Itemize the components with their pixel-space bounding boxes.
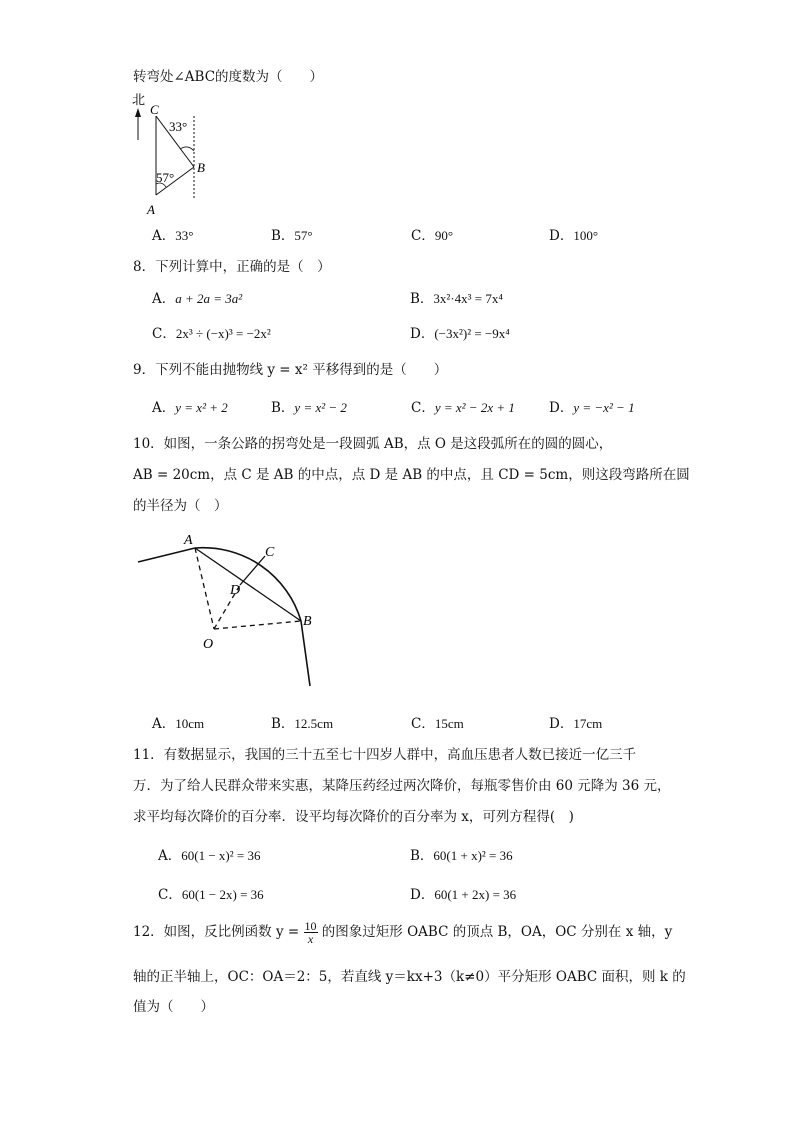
- q10-figure: [130, 528, 330, 693]
- q7-option-b: B．57°: [271, 228, 313, 244]
- q11-option-a: A．60(1 − x)² = 36: [158, 848, 261, 864]
- q9-option-b: B．y = x² − 2: [271, 400, 347, 416]
- angle-57-label: 57°: [156, 170, 175, 185]
- point-b-label: B: [197, 160, 205, 175]
- q10-line2: AB = 20cm，点 C 是 AB 的中点，点 D 是 AB 的中点，且 CD = 5cm，则这段弯路所在圆: [133, 467, 690, 483]
- q8-option-d: D．(−3x²)² = −9x⁴: [410, 326, 510, 342]
- north-label: 北: [132, 92, 146, 107]
- point-c-label: C: [265, 545, 275, 560]
- q11-option-d: D．60(1 + 2x) = 36: [410, 887, 517, 903]
- q9-stem: 9．下列不能由抛物线 y = x² 平移得到的是（ ）: [133, 362, 448, 378]
- q10-option-b: B．12.5cm: [271, 716, 334, 732]
- point-o-label: O: [203, 637, 214, 652]
- point-b-label: B: [303, 614, 312, 629]
- q12-line3: 值为（ ）: [133, 999, 214, 1015]
- q8-option-a: A．a + 2a = 3a²: [152, 291, 243, 307]
- q11-line3: 求平均每次降价的百分率．设平均每次降价的百分率为 x，可列方程得( ): [133, 809, 574, 825]
- q7-stem: 转弯处∠ABC的度数为（ ）: [133, 69, 324, 85]
- q7-option-d: D．100°: [549, 228, 599, 244]
- q7-option-a: A．33°: [152, 228, 194, 244]
- q11-line1: 11．有数据显示，我国的三十五至七十四岁人群中，高血压患者人数已接近一亿三千: [133, 747, 637, 763]
- q12-line1: 12．如图，反比例函数 y = $\frac{10}{x}$ 的图象过矩形 OABC 的顶点 B，OA，OC 分别在 x 轴，y: [133, 919, 673, 946]
- q11-option-b: B．60(1 + x)² = 36: [410, 848, 513, 864]
- q10-line3: 的半径为（ ）: [133, 498, 228, 514]
- q11-option-c: C．60(1 − 2x) = 36: [158, 887, 264, 903]
- fraction-10-over-x: $\frac{10}{x}$: [304, 919, 317, 946]
- angle-33-label: 33°: [169, 119, 188, 134]
- q12-line2: 轴的正半轴上，OC：OA＝2：5，若直线 y＝kx+3（k≠0）平分矩形 OABC 面积，则 k 的: [133, 969, 686, 985]
- point-a-label: A: [147, 202, 155, 217]
- q10-option-d: D．17cm: [549, 716, 603, 732]
- q10-option-a: A．10cm: [152, 716, 205, 732]
- q8-option-b: B．3x²·4x³ = 7x⁴: [410, 291, 503, 307]
- point-a-label: A: [184, 533, 193, 548]
- q9-option-d: D．y = −x² − 1: [549, 400, 635, 416]
- q8-stem: 8．下列计算中，正确的是（ ）: [133, 259, 331, 275]
- q9-option-a: A．y = x² + 2: [152, 400, 228, 416]
- q8-option-c: C．2x³ ÷ (−x)³ = −2x²: [152, 326, 271, 342]
- q10-line1: 10．如图，一条公路的拐弯处是一段圆弧 AB，点 O 是这段弧所在的圆的圆心，: [133, 436, 613, 452]
- q9-option-c: C．y = x² − 2x + 1: [411, 400, 515, 416]
- q11-line2: 万．为了给人民群众带来实惠，某降压药经过两次降价，每瓶零售价由 60 元降为 36 元，: [133, 778, 671, 794]
- q7-figure: [128, 88, 218, 218]
- point-c-label: C: [150, 102, 159, 117]
- q7-option-c: C．90°: [411, 228, 454, 244]
- point-d-label: D: [230, 583, 241, 598]
- q10-option-c: C．15cm: [411, 716, 464, 732]
